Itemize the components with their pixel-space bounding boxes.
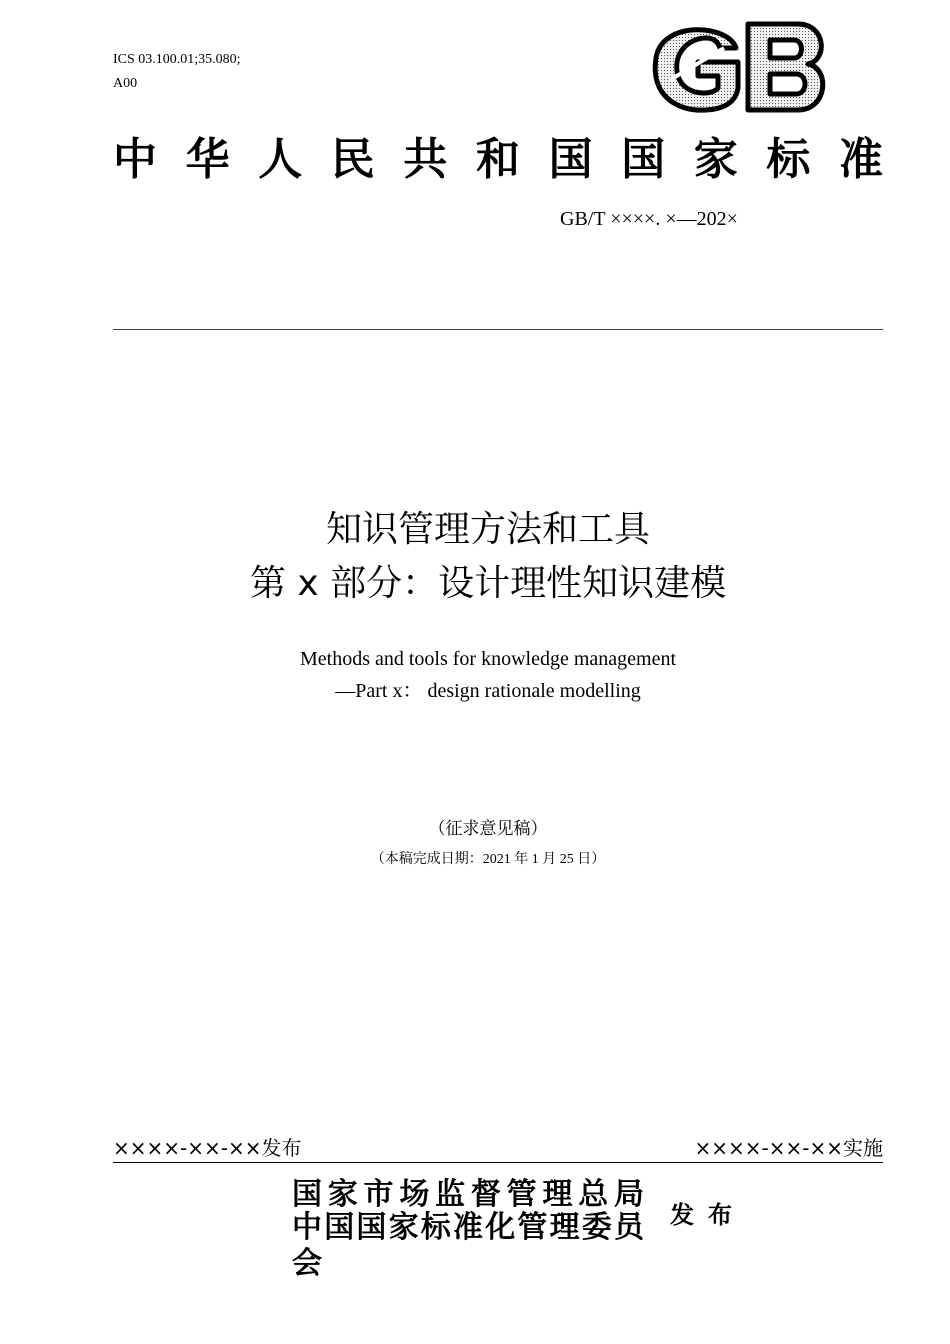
standard-title: 中华人民共和国国家标准 — [113, 134, 883, 185]
ics-line-2: A00 — [113, 76, 138, 91]
issuer-line-2: 中国国家标准化管理委员会 — [292, 1210, 644, 1281]
gb-logo — [648, 18, 830, 114]
bottom-divider — [113, 1162, 883, 1163]
title-chinese-line-1: 知识管理方法和工具 — [325, 509, 650, 550]
ics-line-1: ICS 03.100.01;35.080; — [113, 52, 241, 67]
standard-number: GB/T ××××. ×—202× — [560, 208, 738, 230]
issue-word: 发布 — [670, 1200, 746, 1229]
title-chinese-line-2: 第 x 部分：设计理性知识建模 — [249, 563, 727, 604]
draft-completion-date: （本稿完成日期：2021 年 1 月 25 日） — [370, 852, 606, 867]
draft-label: （征求意见稿） — [428, 819, 548, 838]
issuer-line-1: 国家市场监督管理总局 — [292, 1177, 644, 1212]
title-english-line-1: Methods and tools for knowledge management — [299, 648, 677, 670]
ics-code — [113, 48, 241, 96]
publish-date: ××××-××-××发布 — [113, 1136, 302, 1160]
implement-date: ××××-××-××实施 — [694, 1136, 883, 1160]
top-divider — [113, 329, 883, 330]
title-english-line-2: —Part x： design rationale modelling — [335, 680, 641, 702]
